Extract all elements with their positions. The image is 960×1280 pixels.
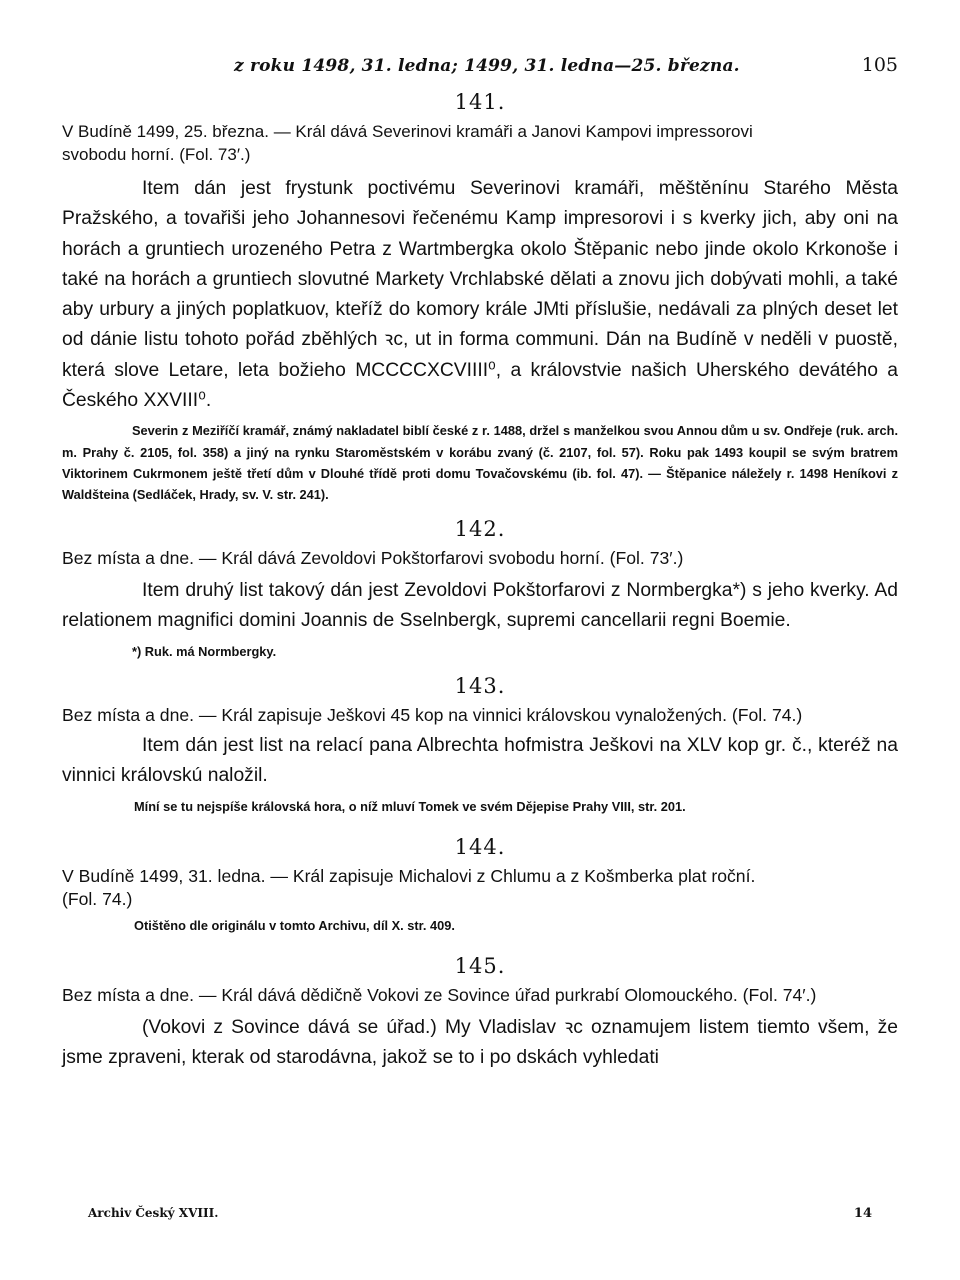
entry-regest [62,865,898,911]
entry-regest: Bez místa a dne. — Král dává Zevoldovi Pokštorfarovi svobodu horní. (Fol. 73′.) [62,548,684,569]
page-number: 105 [861,54,898,76]
sheet-number: 14 [853,1206,872,1221]
entry-footnote: *) Ruk. má Normbergky. [132,643,277,659]
entry-number: 142. [454,517,506,542]
entry-144 [62,835,898,936]
running-head-title: z roku 1498, 31. ledna; 1499, 31. ledna—25. března. [234,56,740,76]
entry-regest: Bez místa a dne. — Král zapisuje Ješkovi 45 kop na vinnici královskou vynaložených. (Fol. 74.) [62,704,803,725]
entry-note: Severin z Meziříčí kramář, známý nakladatel biblí české z r. 1488, držel s manželkou svou Annou dům u sv. Ondřeje (ruk. arch. m. Prahy č. 2105, fol. 358) a jiný na rynku Staroměstském v korábu zvaný (č. 2107, fol. 57). Roku pak 1493 koupil se svým bratrem Viktorinem Cukrmonem ještě třetí dům v Dlouhé třídě proti domu Tovačovskému (ib. fol. 47). — Štěpanice náležely r. 1498 Heníkovi z Waldšteina (Sedláček, Hrady, sv. V. str. 241). [62,423,898,502]
entry-142 [62,517,898,662]
entry-regest [62,120,898,166]
running-head [62,50,898,90]
entry-regest: Bez místa a dne. — Král dává dědičně Vokovi ze Sovince úřad purkrabí Olomouckého. (Fol. 74′.) [62,984,817,1005]
entry-text: (Vokovi z Sovince dává se úřad.) My Vladislav ꝛc oznamujem listem tiemto všem, že jsme zpraveni, kterak od starodávna, jakož se to i po dskách vyhledati [62,1016,898,1069]
entry-141 [62,90,898,505]
regest-line: V Budíně 1499, 25. března. — Král dává Severinovi kramáři a Janovi Kampovi impressorovi [62,122,753,141]
regest-line: svobodu horní. (Fol. 73′.) [62,145,251,164]
entry-number: 141. [454,90,506,114]
regest-line: (Fol. 74.) [62,888,133,909]
page-footer [88,1206,872,1226]
signature-mark: Archiv Český XVIII. [88,1206,219,1220]
entry-number: 143. [454,673,506,698]
regest-line: V Budíně 1499, 31. ledna. — Král zapisuje Michalovi z Chlumu a z Košmberka plat roční. [62,865,756,886]
entry-number: 144. [454,834,506,859]
entry-145 [62,954,898,1074]
entry-text: Item dán jest frystunk poctivému Severinovi kramáři, měštěnínu Starého Města Pražského, a tovařiši jeho Johannesovi řečenému Kamp impresorovi i s kverky jich, aby oni na horách a gruntiech urozeného Petra z Wartmbergka okolo Štěpanic nebo jinde okolo Krkonoše i také na horách a gruntiech slovutné Markety Vrchlabské dělati a znovu jich dobývati mohli, a také aby urbury a jiných poplatkuov, kteříž do komory krále JMti příslušie, nedávali za plných deset let od dánie listu tohoto pořád zběhlých ꝛc, ut in forma communi. Dán na Budíně v neděli v puostě, která slove Letare, leta božieho MCCCCXCVIIII⁰, a královstvie našich Uherského devátého a Českého XXVIII⁰. [62,178,898,412]
entry-number: 145. [454,953,506,978]
entry-note: Míní se tu nejspíše královská hora, o níž mluví Tomek ve svém Dějepise Prahy VIII, str. 201. [134,798,686,814]
entry-note: Otištěno dle originálu v tomto Archivu, díl X. str. 409. [134,917,455,933]
entry-text: Item dán jest list na relací pana Albrechta hofmistra Ješkovi na XLV kop gr. č., kteréž na vinnici královskú naložil. [62,734,898,787]
entry-143 [62,674,898,817]
entry-text: Item druhý list takový dán jest Zevoldovi Pokštorfarovi z Normbergka*) s jeho kverky. Ad relationem magnifici domini Joannis de Sselnbergk, supremi cancellarii regni Boemie. [62,580,898,632]
